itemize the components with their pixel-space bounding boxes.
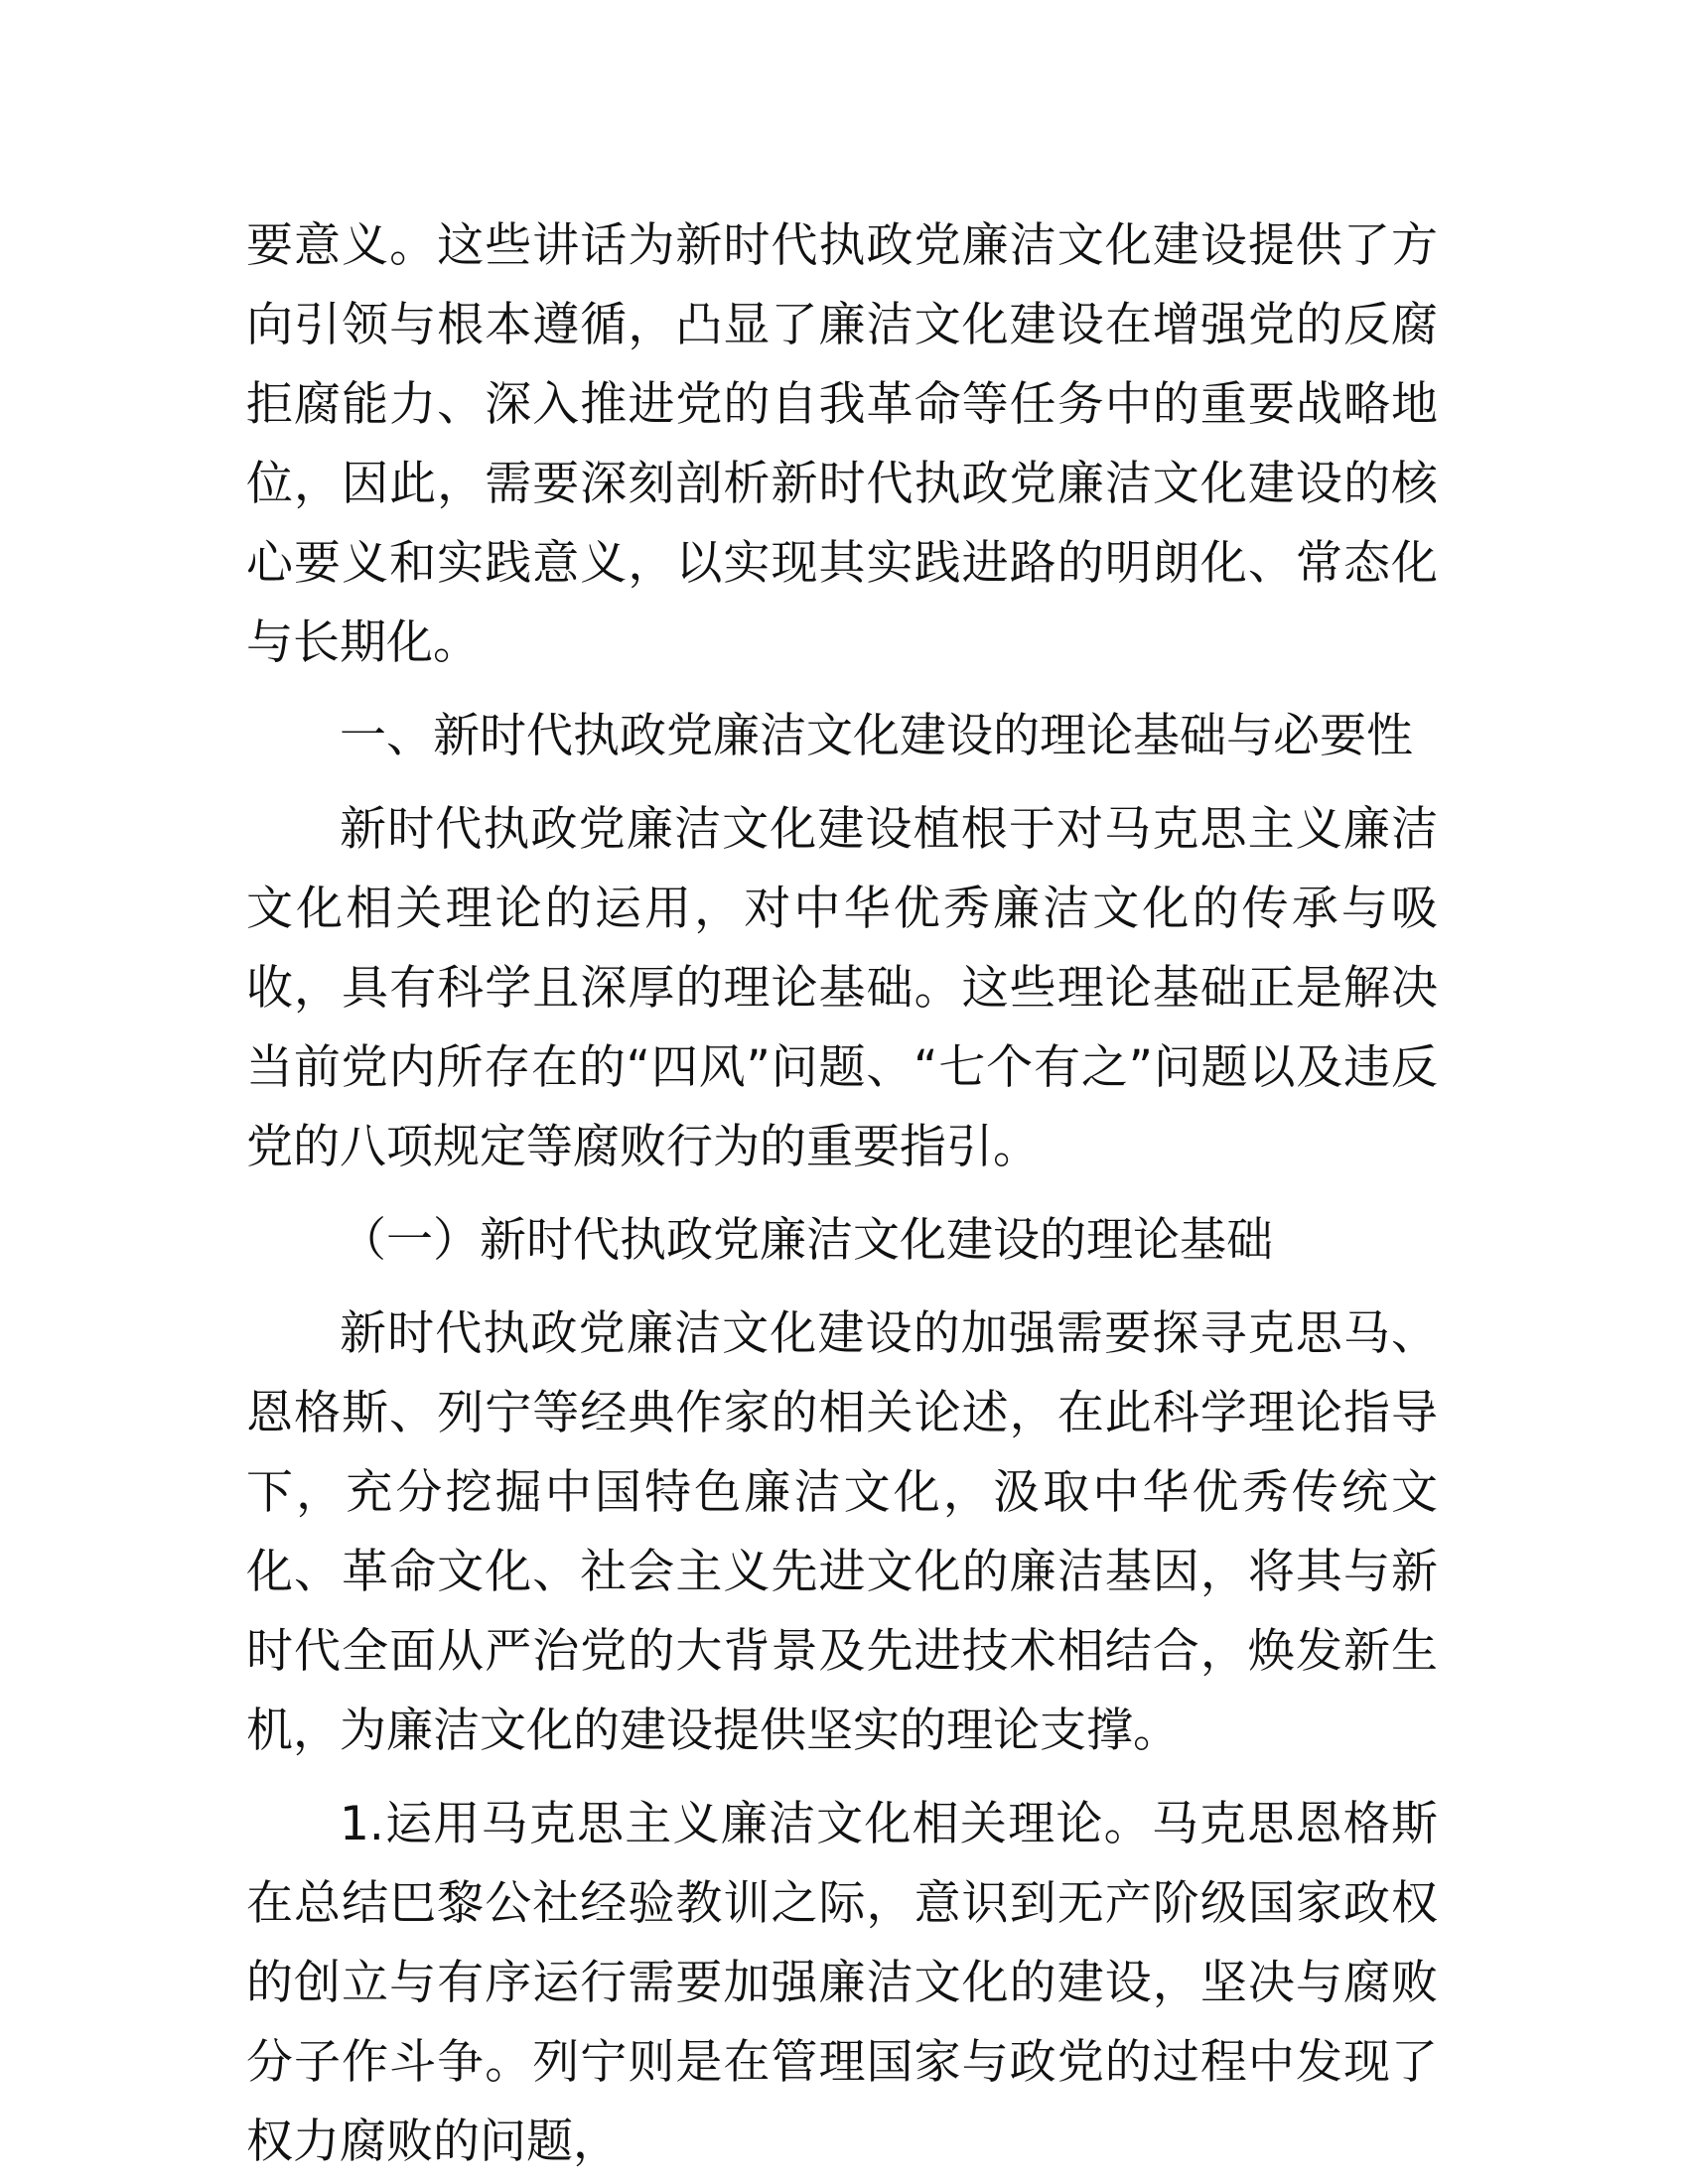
document-body [246,206,1438,2182]
subsection-heading: （一）新时代执政党廉洁文化建设的理论基础 [340,1213,1273,1268]
paragraph-section-body: 新时代执政党廉洁文化建设植根于对马克思主义廉洁文化相关理论的运用，对中华优秀廉洁文化的传承与吸收，具有科学且深厚的理论基础。这些理论基础正是解决当前党内所存在的“四风”问题、“七个有之”问题以及违反党的八项规定等腐败行为的重要指引。 [246,802,1438,1174]
paragraph-point-1: 1.运用马克思主义廉洁文化相关理论。马克思恩格斯在总结巴黎公社经验教训之际，意识到无产阶级国家政权的创立与有序运行需要加强廉洁文化的建设，坚决与腐败分子作斗争。列宁则是在管理国家与政党的过程中发现了权力腐败的问题， [246,1797,1438,2169]
paragraph-intro-continued: 要意义。这些讲话为新时代执政党廉洁文化建设提供了方向引领与根本遵循，凸显了廉洁文化建设在增强党的反腐拒腐能力、深入推进党的自我革命等任务中的重要战略地位，因此，需要深刻剖析新时代执政党廉洁文化建设的核心要义和实践意义，以实现其实践进路的明朗化、常态化与长期化。 [246,218,1438,670]
paragraph-subsection-body: 新时代执政党廉洁文化建设的加强需要探寻克思马、恩格斯、列宁等经典作家的相关论述，在此科学理论指导下，充分挖掘中国特色廉洁文化，汲取中华优秀传统文化、革命文化、社会主义先进文化的廉洁基因，将其与新时代全面从严治党的大背景及先进技术相结合，焕发新生机，为廉洁文化的建设提供坚实的理论支撑。 [246,1306,1438,1758]
section-heading: 一、新时代执政党廉洁文化建设的理论基础与必要性 [340,709,1413,763]
